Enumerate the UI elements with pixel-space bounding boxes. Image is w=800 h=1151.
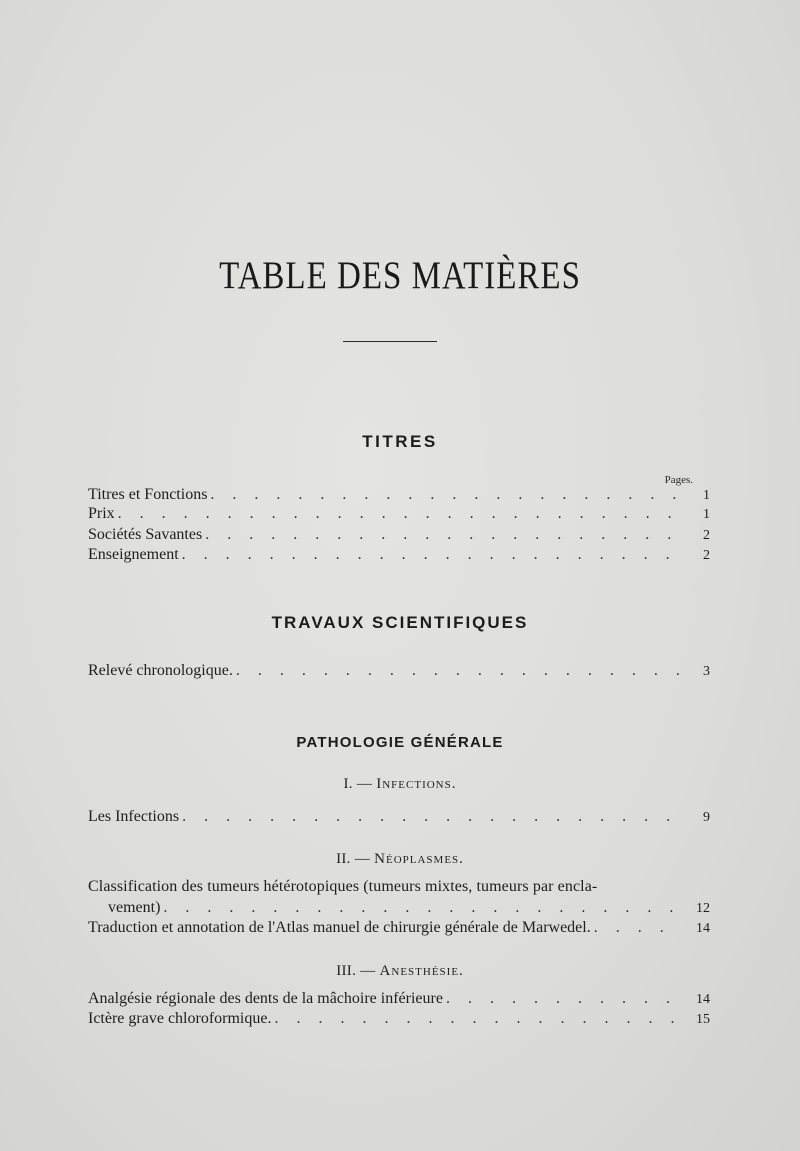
toc-entry-first-line: Classification des tumeurs hétérotopiques (tumeurs mixtes, tumeurs par encla- [88, 878, 598, 895]
section-heading-titres: TITRES [362, 432, 438, 451]
toc-entry-label: Relevé chronologique. [88, 662, 233, 679]
toc-entry-label: Enseignement [88, 546, 179, 563]
toc-entry-page: 15 [696, 1012, 710, 1027]
toc-entry-page: 1 [703, 488, 710, 503]
toc-entry [88, 988, 710, 1010]
leader-dots [118, 503, 682, 525]
toc-entry [88, 524, 710, 546]
subsection-title: Néoplasmes. [374, 851, 464, 867]
toc-entry [88, 1008, 710, 1030]
toc-entry-label: Titres et Fonctions [88, 486, 208, 503]
leader-dots [274, 1008, 682, 1030]
toc-entry-label: Analgésie régionale des dents de la mâchoire inférieure [88, 990, 443, 1007]
subsection-number: I. — [343, 776, 377, 792]
toc-entry-page: 9 [703, 810, 710, 825]
toc-entry-label: vement) [108, 899, 161, 916]
toc-entry-page: 3 [703, 664, 710, 679]
pages-column-label: Pages. [664, 474, 693, 486]
subsection-number: II. — [336, 851, 375, 867]
toc-entry [88, 544, 710, 566]
leader-dots [205, 524, 682, 546]
page-title: TABLE DES MATIÈRES [219, 255, 581, 298]
subsection-title: Infections. [376, 776, 457, 792]
toc-entry [88, 503, 710, 525]
toc-entry-label: Sociétés Savantes [88, 526, 203, 543]
toc-entry-page: 2 [703, 548, 710, 563]
toc-entry [108, 897, 710, 919]
toc-entry-page: 2 [703, 528, 710, 543]
leader-dots [236, 660, 682, 682]
section-heading-travaux: TRAVAUX SCIENTIFIQUES [271, 613, 529, 632]
title-divider [343, 341, 437, 342]
leader-dots [182, 806, 682, 828]
toc-entry [88, 917, 710, 939]
leader-dots [594, 917, 682, 939]
toc-entry-label: Ictère grave chloroformique. [88, 1010, 272, 1027]
toc-entry-page: 14 [696, 992, 710, 1007]
toc-entry [88, 660, 710, 682]
leader-dots [182, 544, 682, 566]
toc-entry-page: 12 [696, 901, 710, 916]
subsection-heading-infections [0, 776, 800, 793]
subsection-title: Anesthésie. [379, 963, 464, 979]
section-heading-pathologie: PATHOLOGIE GÉNÉRALE [296, 734, 504, 751]
subsection-heading-anesthesie [0, 963, 800, 980]
subsection-heading-neoplasmes [0, 851, 800, 868]
leader-dots [446, 988, 682, 1010]
toc-entry-page: 1 [703, 507, 710, 522]
subsection-number: III. — [336, 963, 380, 979]
toc-entry [88, 806, 710, 828]
toc-entry-label: Les Infections [88, 808, 180, 825]
leader-dots [163, 897, 682, 919]
toc-entry-label: Traduction et annotation de l'Atlas manuel de chirurgie générale de Marwedel. [88, 919, 591, 936]
toc-entry-label: Prix [88, 505, 115, 522]
toc-entry-page: 14 [696, 921, 710, 936]
